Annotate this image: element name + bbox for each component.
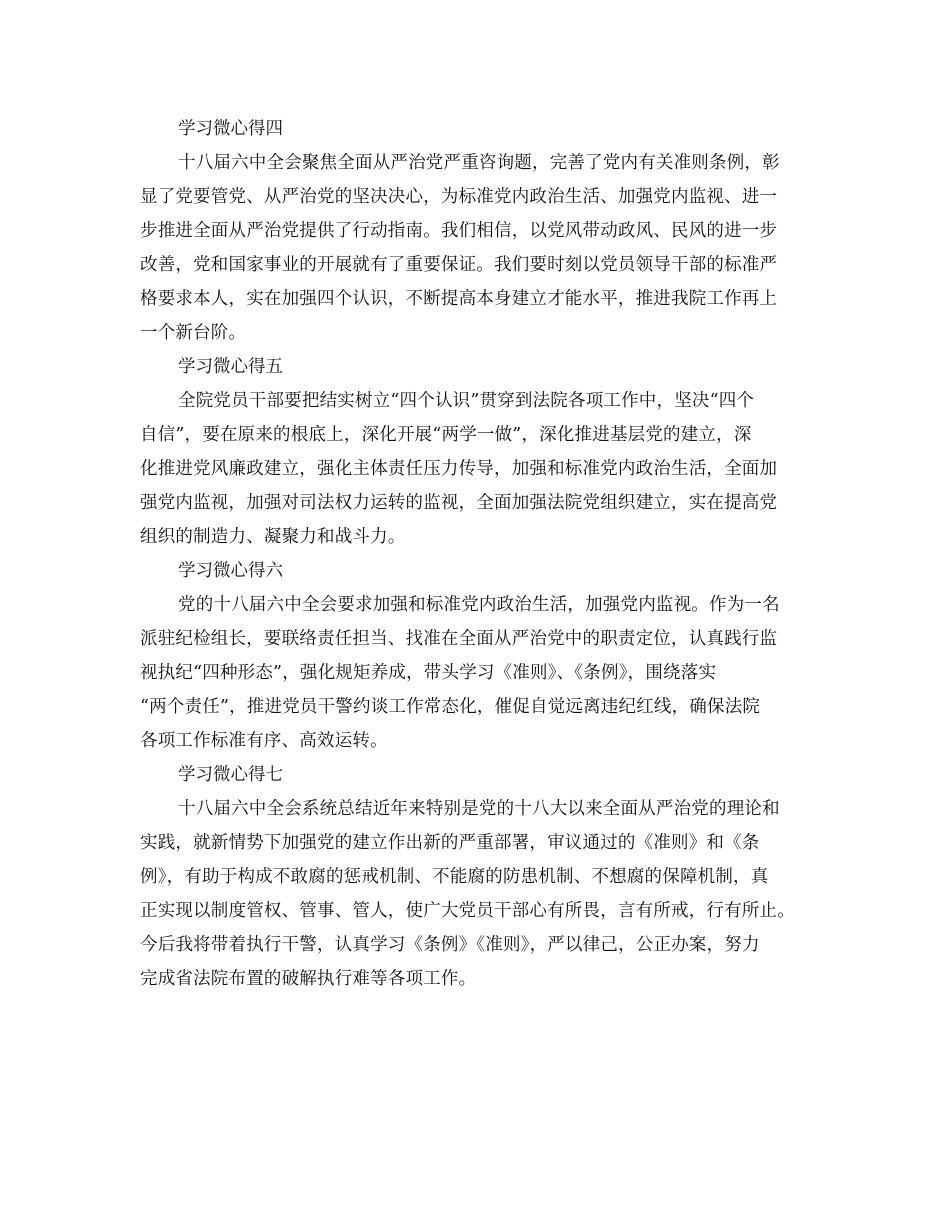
paragraph-line: 十八届六中全会系统总结近年来特别是党的十八大以来全面从严治党的理论和: [178, 799, 780, 819]
section-5: [140, 350, 820, 554]
paragraph-line: 组织的制造力、凝聚力和战斗力。: [140, 527, 406, 547]
section-heading: 学习微心得七: [178, 765, 283, 785]
paragraph-line: 各项工作标准有序、高效运转。: [140, 731, 388, 751]
section-4: [140, 112, 820, 350]
section-paragraph: [140, 384, 820, 554]
paragraph-line: 正实现以制度管权、管事、管人，使广大党员干部心有所畏，言有所戒，行有所止。: [140, 901, 795, 921]
section-heading: 学习微心得四: [178, 119, 283, 139]
section-heading: 学习微心得六: [178, 561, 283, 581]
paragraph-line: 步推进全面从严治党提供了行动指南。我们相信，以党风带动政风、民风的进一步: [140, 221, 778, 241]
paragraph-line: 今后我将带着执行干警，认真学习《条例》《准则》，严以律己，公正办案，努力: [140, 935, 760, 955]
section-7: [140, 758, 820, 996]
paragraph-line: 实践，就新情势下加强党的建立作出新的严重部署，审议通过的《准则》和《条: [140, 833, 760, 853]
section-6: [140, 554, 820, 758]
paragraph-line: 强党内监视，加强对司法权力运转的监视，全面加强法院党组织建立，实在提高党: [140, 493, 778, 513]
paragraph-line: 改善，党和国家事业的开展就有了重要保证。我们要时刻以党员领导干部的标准严: [140, 255, 778, 275]
paragraph-line: 化推进党风廉政建立，强化主体责任压力传导，加强和标准党内政治生活，全面加: [140, 459, 778, 479]
paragraph-line: 党的十八届六中全会要求加强和标准党内政治生活，加强党内监视。作为一名: [178, 595, 780, 615]
paragraph-line: 显了党要管党、从严治党的坚决决心，为标准党内政治生活、加强党内监视、进一: [140, 187, 778, 207]
paragraph-line: 格要求本人，实在加强四个认识，不断提高本身建立才能水平，推进我院工作再上: [140, 289, 778, 309]
paragraph-line: 全院党员干部要把结实树立“四个认识”贯穿到法院各项工作中，坚决“四个: [178, 391, 755, 411]
paragraph-line: 完成省法院布置的破解执行难等各项工作。: [140, 969, 477, 989]
section-heading: 学习微心得五: [178, 357, 283, 377]
paragraph-line: 视执纪“四种形态”，强化规矩养成，带头学习《准则》、《条例》，围绕落实: [140, 663, 717, 683]
paragraph-line: 一个新台阶。: [140, 323, 247, 343]
section-paragraph: [140, 146, 820, 350]
section-paragraph: [140, 588, 820, 758]
section-paragraph: [140, 792, 820, 996]
paragraph-line: 十八届六中全会聚焦全面从严治党严重咨询题，完善了党内有关准则条例，彰: [178, 153, 780, 173]
paragraph-line: “两个责任”，推进党员干警约谈工作常态化，催促自觉远离违纪红线，确保法院: [140, 697, 761, 717]
document-page: [140, 112, 820, 996]
paragraph-line: 自信”，要在原来的根底上，深化开展“两学一做”，深化推进基层党的建立，深: [140, 425, 752, 445]
paragraph-line: 例》，有助于构成不敢腐的惩戒机制、不能腐的防患机制、不想腐的保障机制，真: [140, 867, 769, 887]
paragraph-line: 派驻纪检组长，要联络责任担当、找准在全面从严治党中的职责定位，认真践行监: [140, 629, 778, 649]
